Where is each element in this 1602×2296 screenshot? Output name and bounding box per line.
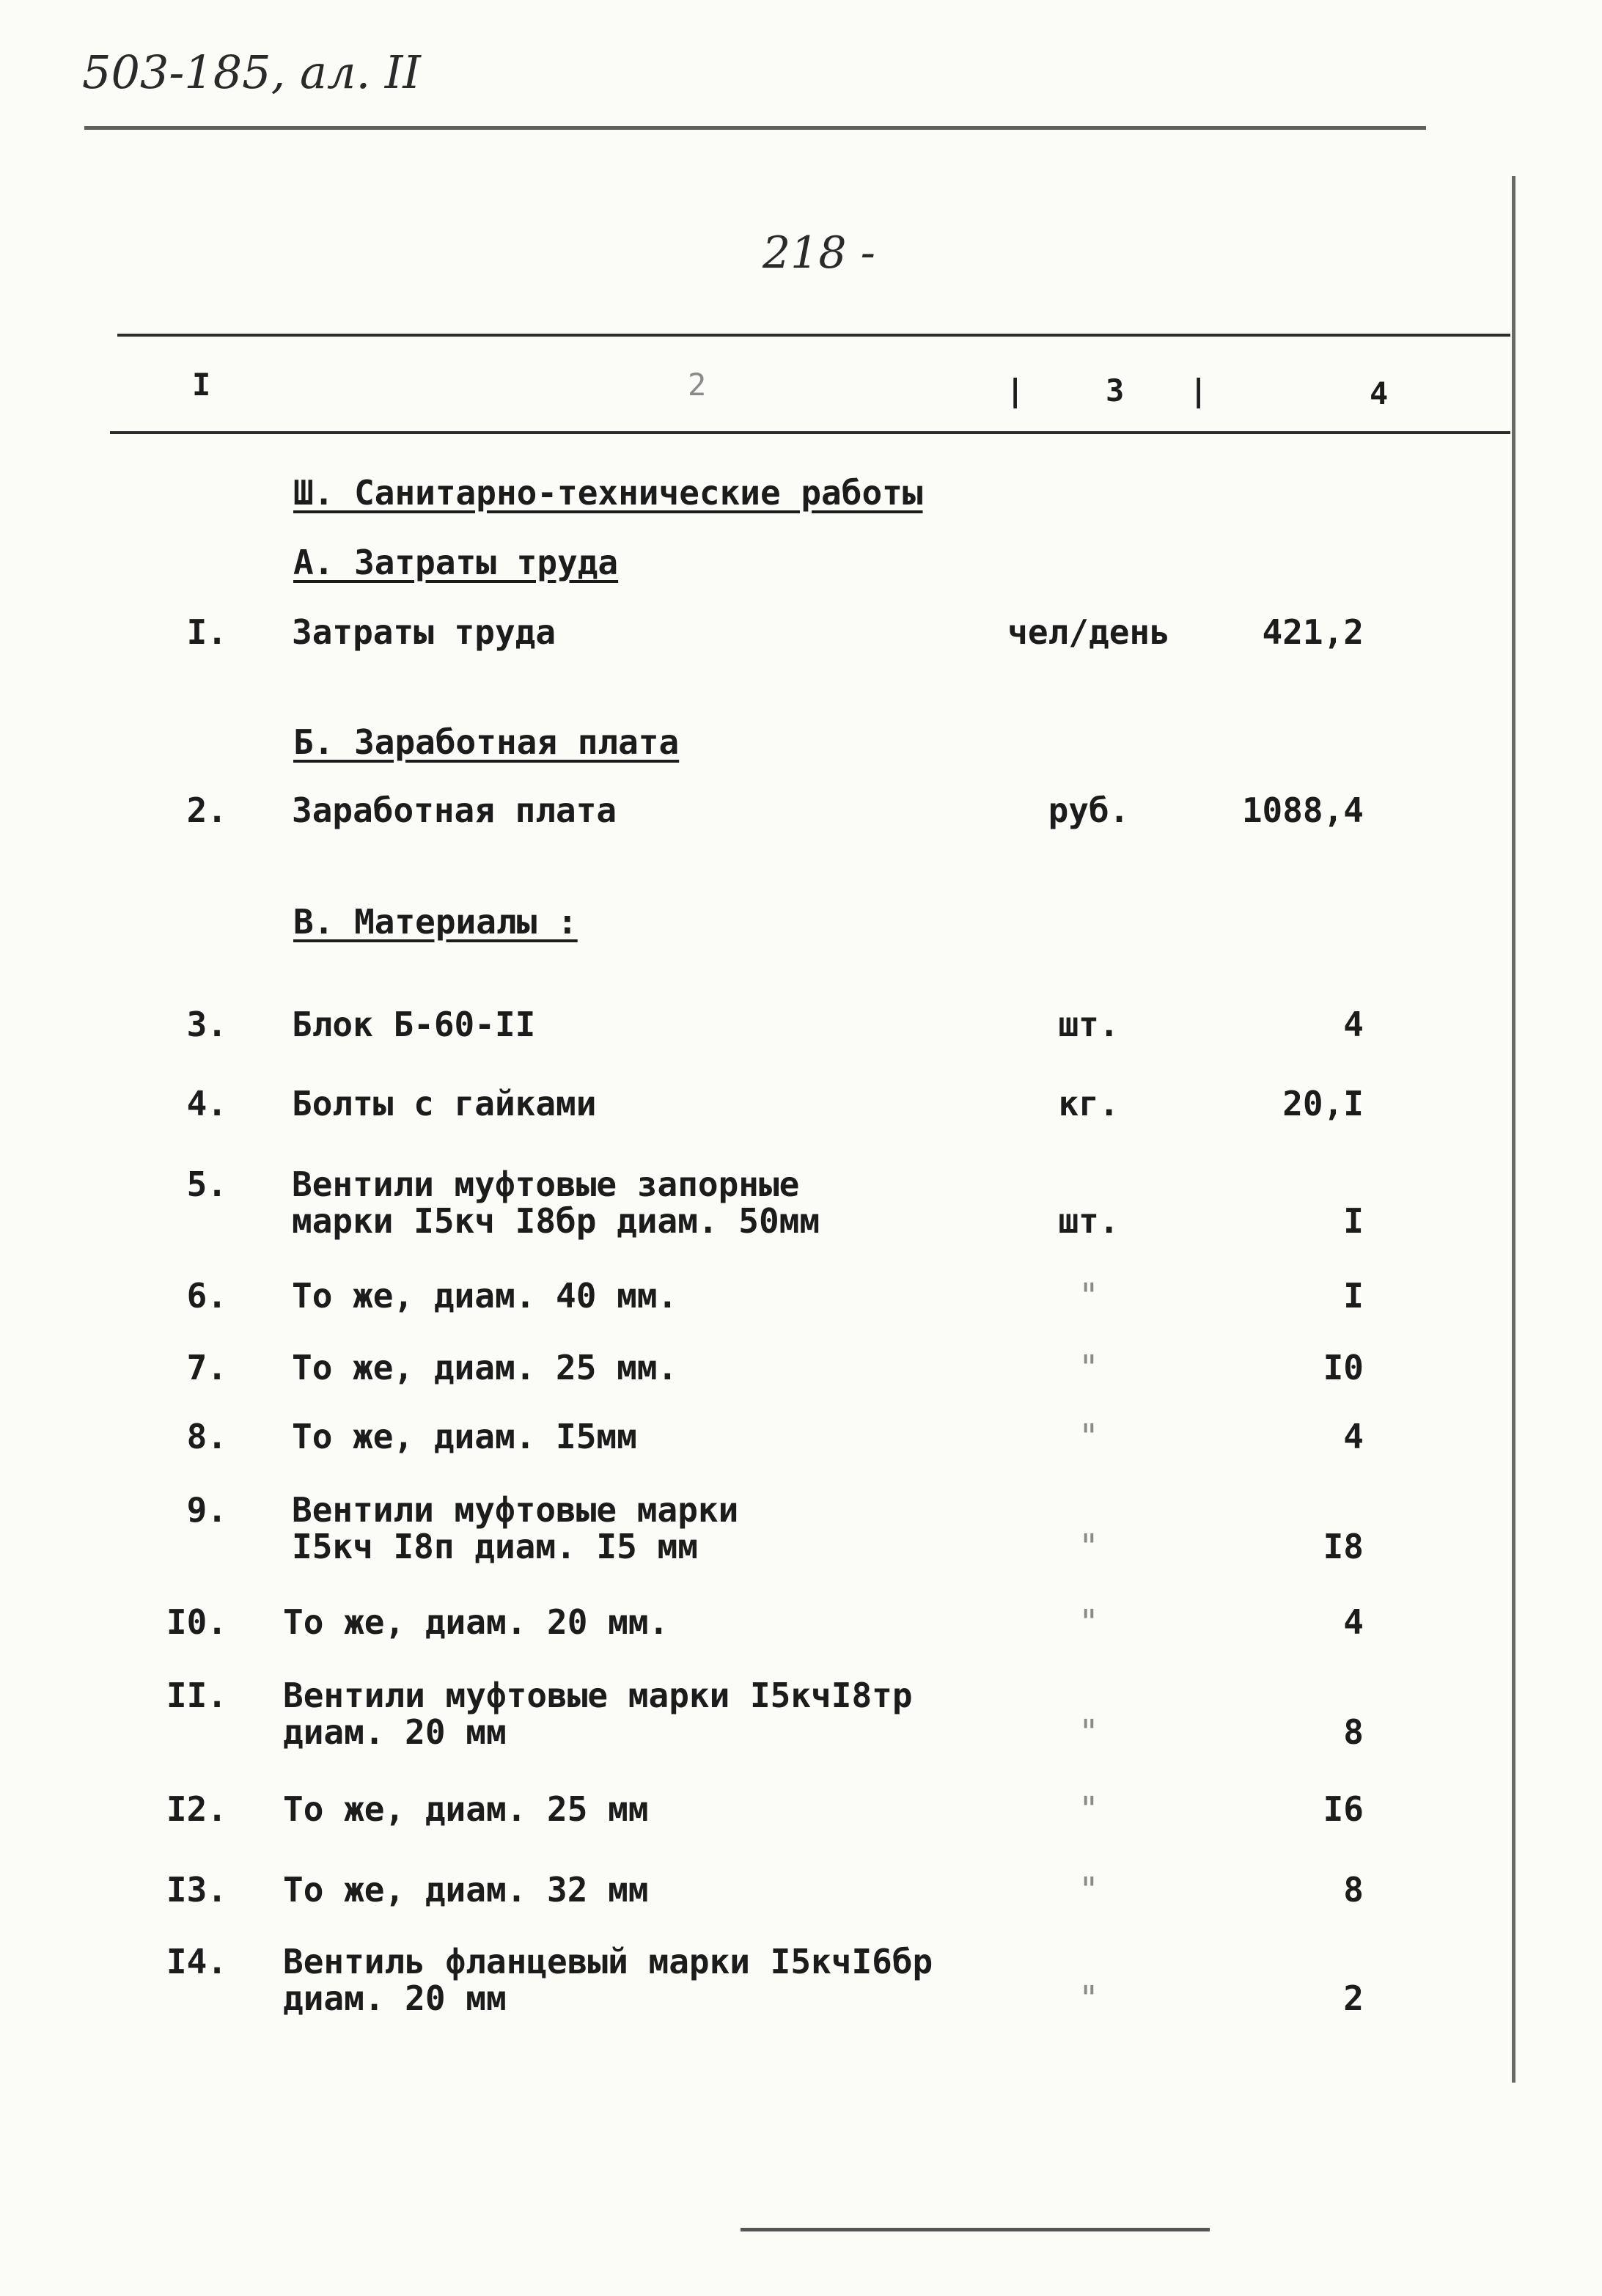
row-unit: ": [1079, 1978, 1099, 2018]
row-number: 2.: [186, 791, 227, 830]
row-quantity: I6: [1323, 1789, 1364, 1829]
col-header-3: 3: [1106, 373, 1125, 408]
row-number: II.: [166, 1676, 227, 1715]
row-unit: ": [1079, 1602, 1099, 1642]
row-unit: ": [1079, 1527, 1099, 1566]
row-unit: руб.: [1048, 791, 1130, 830]
row-description: То же, диам. 40 мм.: [292, 1276, 678, 1316]
row-description: марки I5кч I8бр диам. 50мм: [292, 1201, 820, 1241]
row-description: Блок Б-60-II: [292, 1005, 536, 1044]
row-unit: ": [1079, 1789, 1099, 1829]
row-unit: ": [1079, 1348, 1099, 1387]
header-rule-bottom: [110, 431, 1510, 434]
row-number: I0.: [166, 1602, 227, 1642]
row-unit: шт.: [1058, 1005, 1120, 1044]
row-number: I4.: [166, 1942, 227, 1981]
row-description: I5кч I8п диам. I5 мм: [292, 1527, 698, 1566]
row-number: 3.: [186, 1005, 227, 1044]
row-unit: ": [1079, 1712, 1099, 1752]
row-unit: шт.: [1058, 1201, 1120, 1241]
row-quantity: I0: [1323, 1348, 1364, 1387]
row-description: диам. 20 мм: [283, 1712, 507, 1752]
row-number: 4.: [186, 1084, 227, 1123]
col-header-separator-b: |: [1189, 373, 1208, 408]
row-number: 5.: [186, 1164, 227, 1204]
row-number: 6.: [186, 1276, 227, 1316]
row-description: диам. 20 мм: [283, 1978, 507, 2018]
col-header-separator-a: |: [1006, 373, 1025, 408]
document-reference: 503-185, ал. II: [82, 45, 421, 99]
bottom-rule: [741, 2228, 1210, 2231]
col-header-2: 2: [688, 367, 707, 403]
row-description: То же, диам. 32 мм: [283, 1870, 649, 1910]
subsection-labor: А. Затраты труда: [293, 543, 619, 582]
row-quantity: I: [1343, 1276, 1364, 1316]
header-rule-top: [117, 334, 1510, 337]
row-description: Вентиль фланцевый марки I5кчI6бр: [283, 1942, 933, 1981]
row-description: Вентили муфтовые марки I5кчI8тр: [283, 1676, 913, 1715]
row-number: 9.: [186, 1490, 227, 1530]
row-unit: ": [1079, 1276, 1099, 1316]
row-number: I.: [186, 612, 227, 652]
row-quantity: 4: [1343, 1602, 1364, 1642]
row-unit: ": [1079, 1870, 1099, 1910]
row-number: I2.: [166, 1789, 227, 1829]
section-title: Ш. Санитарно-технические работы: [293, 473, 923, 513]
row-description: Затраты труда: [292, 612, 556, 652]
row-quantity: 8: [1343, 1870, 1364, 1910]
row-quantity: I: [1343, 1201, 1364, 1241]
page-number: 218 -: [763, 227, 875, 279]
row-quantity: 20,I: [1282, 1084, 1364, 1123]
row-quantity: 421,2: [1262, 612, 1364, 652]
row-quantity: 4: [1343, 1417, 1364, 1456]
row-number: I3.: [166, 1870, 227, 1910]
col-header-1: I: [192, 367, 211, 403]
row-description: То же, диам. 20 мм.: [283, 1602, 669, 1642]
row-description: Вентили муфтовые запорные: [292, 1164, 800, 1204]
subsection-wages: Б. Заработная плата: [293, 722, 680, 762]
row-unit: чел/день: [1007, 612, 1170, 652]
row-description: Заработная плата: [292, 791, 617, 830]
subsection-materials: В. Материалы :: [293, 902, 578, 942]
row-quantity: 4: [1343, 1005, 1364, 1044]
row-quantity: 2: [1343, 1978, 1364, 2018]
col-header-4: 4: [1370, 375, 1389, 411]
row-description: То же, диам. I5мм: [292, 1417, 637, 1456]
row-number: 8.: [186, 1417, 227, 1456]
row-number: 7.: [186, 1348, 227, 1387]
row-description: То же, диам. 25 мм: [283, 1789, 649, 1829]
row-unit: ": [1079, 1417, 1099, 1456]
row-description: Болты с гайками: [292, 1084, 597, 1123]
row-unit: кг.: [1058, 1084, 1120, 1123]
row-quantity: 1088,4: [1241, 791, 1364, 830]
row-description: Вентили муфтовые марки: [292, 1490, 739, 1530]
row-quantity: 8: [1343, 1712, 1364, 1752]
right-border: [1512, 176, 1515, 2083]
top-rule: [84, 126, 1426, 130]
row-description: То же, диам. 25 мм.: [292, 1348, 678, 1387]
row-quantity: I8: [1323, 1527, 1364, 1566]
